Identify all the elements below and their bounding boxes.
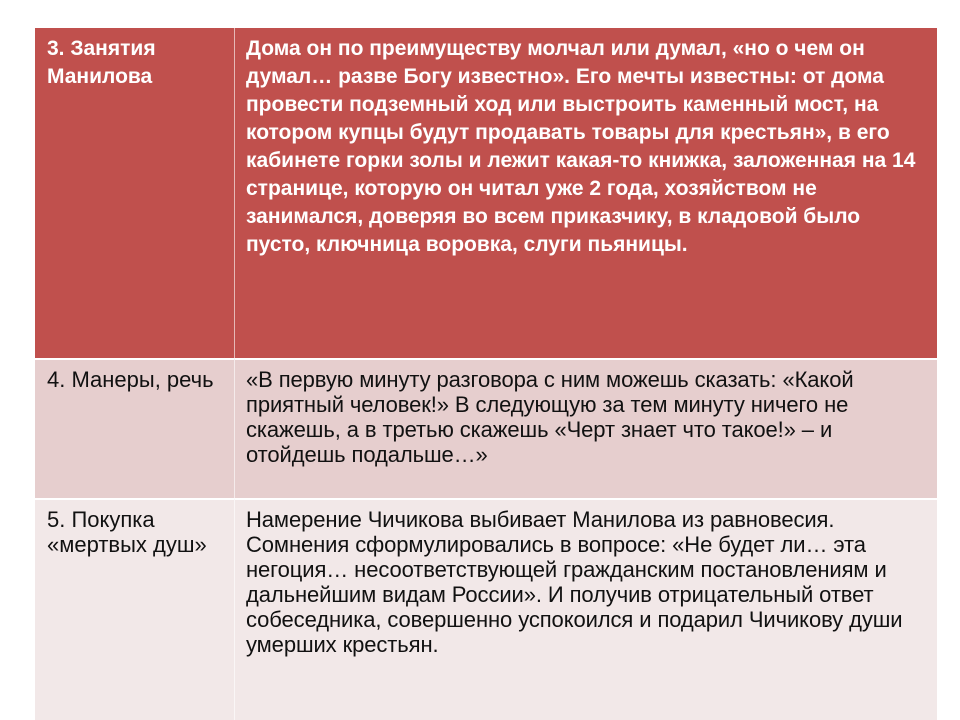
row-label: 4. Манеры, речь (35, 358, 235, 498)
characteristics-table (35, 28, 937, 720)
row-label: 3. Занятия Манилова (35, 28, 235, 358)
row-label: 5. Покупка «мертвых душ» (35, 498, 235, 720)
row-text: Намерение Чичикова выбивает Манилова из равновесия. Сомнения сформулировались в вопросе: «Не будет ли… эта негоция… несоответствующей гражданским постановлениям и дальнейшим видам России». И получив отрицательный ответ собеседника, совершенно успокоился и подарил Чичикову души умерших крестьян. (235, 498, 937, 720)
row-text: «В первую минуту разговора с ним можешь сказать: «Какой приятный человек!» В следующую за тем минуту ничего не скажешь, а в третью скажешь «Черт знает что такое!» – и отойдешь подальше…» (235, 358, 937, 498)
row-text: Дома он по преимуществу молчал или думал, «но о чем он думал… разве Богу известно». Его мечты известны: от дома провести подземный ход или выстроить каменный мост, на котором купцы будут продавать товары для крестьян», в его кабинете горки золы и лежит какая-то книжка, заложенная на 14 странице, которую он читал уже 2 года, хозяйством не занимался, доверяя во всем приказчику, в кладовой было пусто, ключница воровка, слуги пьяницы. (235, 28, 937, 358)
